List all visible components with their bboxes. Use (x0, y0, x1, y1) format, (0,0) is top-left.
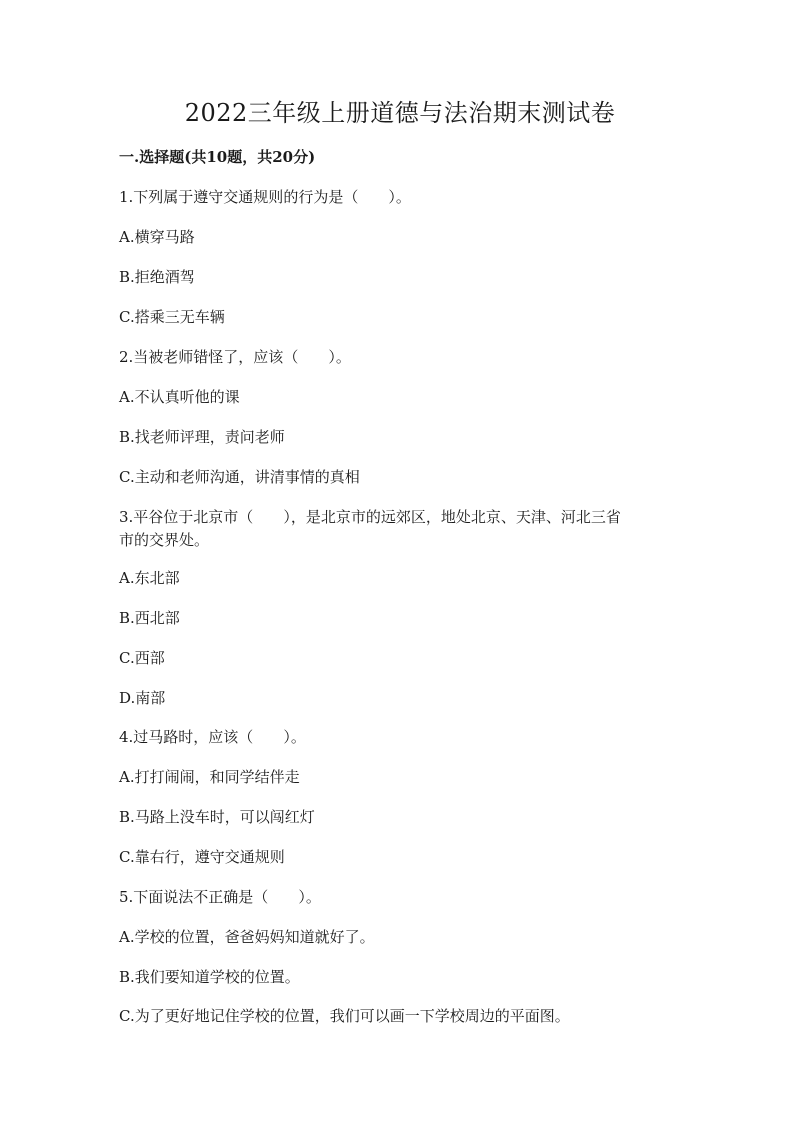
question-1-option-b: B.拒绝酒驾 (119, 268, 195, 286)
question-4-option-b: B.马路上没车时，可以闯红灯 (119, 808, 315, 826)
question-2-stem: 2.当被老师错怪了，应该（ ）。 (119, 348, 351, 366)
question-3-option-b: B.西北部 (119, 609, 180, 627)
question-5-stem: 5.下面说法不正确是（ ）。 (119, 888, 321, 906)
question-1-option-c: C.搭乘三无车辆 (119, 308, 225, 326)
section-heading: 一.选择题(共10题，共20分) (119, 148, 316, 166)
question-3-stem-line-2: 市的交界处。 (119, 531, 210, 549)
question-4-stem: 4.过马路时，应该（ ）。 (119, 728, 306, 746)
question-5-option-a: A.学校的位置，爸爸妈妈知道就好了。 (119, 928, 375, 946)
question-3-stem-line-1: 3.平谷位于北京市（ ），是北京市的远郊区，地处北京、天津、河北三省 (119, 508, 621, 526)
question-5-option-b: B.我们要知道学校的位置。 (119, 968, 300, 986)
page-title: 2022三年级上册道德与法治期末测试卷 (184, 99, 616, 127)
question-5-option-c: C.为了更好地记住学校的位置，我们可以画一下学校周边的平面图。 (119, 1007, 570, 1025)
question-4-option-a: A.打打闹闹，和同学结伴走 (119, 768, 300, 786)
question-3-option-d: D.南部 (119, 689, 166, 707)
question-1-stem: 1.下列属于遵守交通规则的行为是（ ）。 (119, 188, 411, 206)
question-3-option-a: A.东北部 (119, 569, 180, 587)
question-1-option-a: A.横穿马路 (119, 228, 195, 246)
question-2-option-a: A.不认真听他的课 (119, 388, 240, 406)
question-4-option-c: C.靠右行，遵守交通规则 (119, 848, 285, 866)
question-2-option-c: C.主动和老师沟通，讲清事情的真相 (119, 468, 360, 486)
question-2-option-b: B.找老师评理，责问老师 (119, 428, 285, 446)
question-3-option-c: C.西部 (119, 649, 165, 667)
